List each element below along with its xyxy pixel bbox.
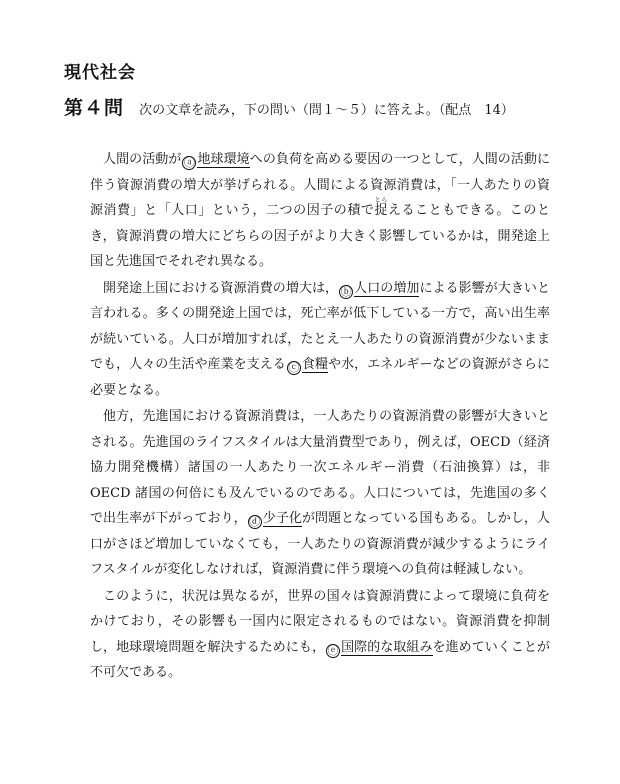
underlined-term-d: 少子化 (262, 511, 302, 526)
paragraph-4 (90, 584, 550, 686)
paragraph-3 (90, 404, 550, 583)
text-run: えることもできる。このとき，資源消費の増大にどちらの因子がより大きく影響しているかは，開発途上国と先進国でそれぞれ異なる。 (90, 203, 550, 269)
marker-b: ⓑ (340, 284, 352, 298)
subject-heading: 現代社会 (64, 63, 136, 83)
text-run: 開発途上国における資源消費の増大は， (103, 280, 339, 296)
question-instruction: 次の文章を読み，下の問い（問１～５）に答えよ。（配点 14） (139, 103, 514, 118)
text-run: が問題となっている国もある。しかし，人口がさほど増加していなくても，一人あたりの資源消費が減少するようにライフスタイルが変化しなければ，資源消費に伴う環境への負荷は軽減しない。 (90, 511, 550, 577)
marker-e: ⓔ (327, 643, 339, 657)
underlined-term-a: 地球環境 (197, 152, 250, 167)
text-run: このように，状況は異なるが，世界の国々は資源消費によって環境に負荷をかけており，その影響も一国内に限定されるものではない。資源消費を抑制し，地球環境問題を解決するためにも， (90, 588, 550, 655)
text-run: 人間の活動が (103, 152, 182, 167)
question-header (64, 93, 514, 120)
marker-c: ⓒ (288, 361, 300, 374)
underlined-term-b: 人口の増加 (354, 280, 420, 296)
text-run: や水，エネルギーなどの資源がさらに必要となる。 (90, 357, 550, 398)
passage (90, 147, 550, 687)
marker-d: ⓓ (249, 515, 261, 528)
paragraph-1 (90, 147, 550, 275)
question-number: 第４問 (64, 97, 125, 119)
ruby-term (374, 197, 388, 218)
text-run: による影響が大きいと言われる。多くの開発途上国では，死亡率が低下している一方で，高い出生率が続いている。人口が増加すれば，たとえ一人あたりの資源消費が少ないままでも，人々の生活や産業を支える (90, 280, 550, 372)
text-run: 他方，先進国における資源消費は，一人あたりの資源消費の影響が大きいとされる。先進国のライフスタイルは大量消費型であり，例えば，OECD（経済協力開発機構）諸国の一人あたり一次エネルギー消費（石油換算）は，非 OECD 諸国の何倍にも及んでいるのである。人口については，先進国の多くで出生率が下がっており， (90, 409, 550, 526)
ruby-base: 捉 (374, 203, 388, 218)
text-run: を進めていくことが不可欠である。 (90, 639, 550, 680)
ruby-reading: とら (374, 197, 388, 204)
text-run: への負荷を高める要因の一つとして，人間の活動に伴う資源消費の増大が挙げられる。人間による資源消費は，「一人あたりの資源消費」と「人口」という，二つの因子の積で (90, 152, 550, 218)
paragraph-2 (90, 276, 550, 404)
underlined-term-c: 食糧 (301, 357, 329, 372)
marker-a: ⓐ (183, 156, 195, 169)
underlined-term-e: 国際的な取組み (341, 639, 433, 655)
